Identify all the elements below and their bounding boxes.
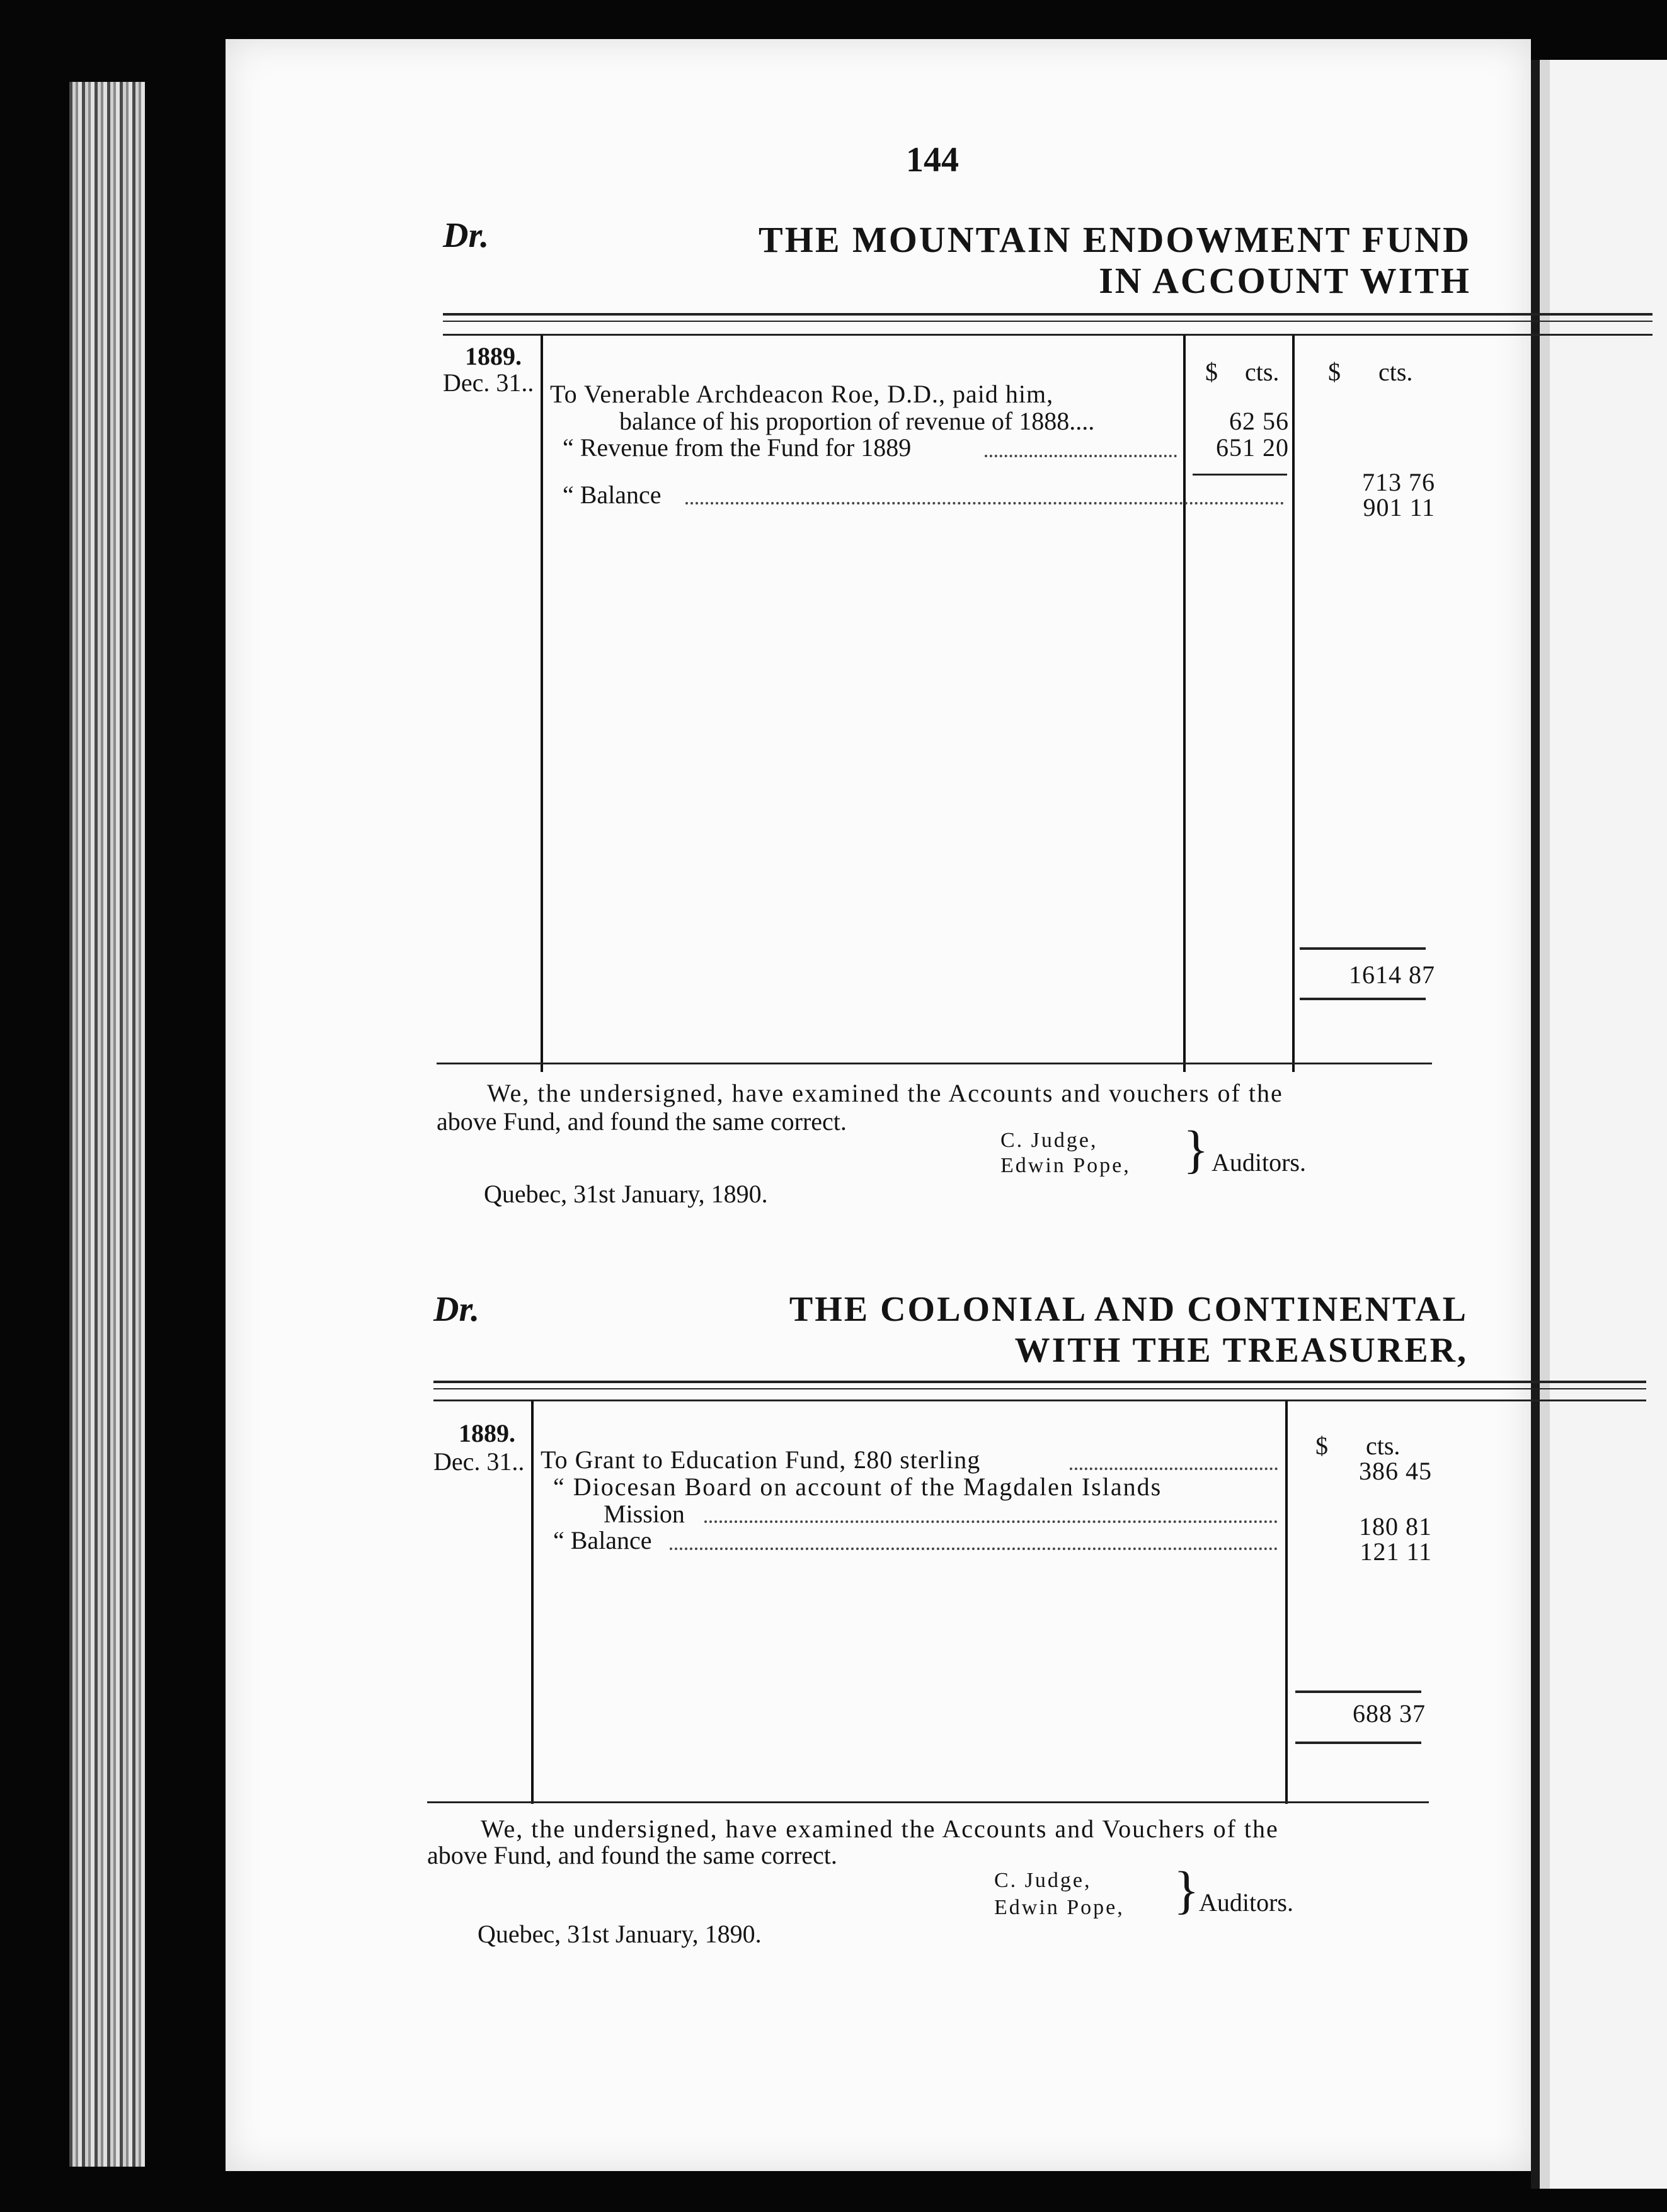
place-date: Quebec, 31st January, 1890. — [484, 1180, 768, 1208]
book-page-edges — [69, 82, 145, 2167]
entry-text: “ Revenue from the Fund for 1889 — [563, 433, 912, 462]
entry-date: Dec. 31.. — [443, 368, 534, 397]
column-rule — [531, 1401, 534, 1804]
entry-text: “ Balance — [553, 1526, 652, 1554]
entry-year: 1889. — [465, 342, 522, 370]
section-title-line1: THE COLONIAL AND CONTINENTAL — [789, 1290, 1468, 1329]
page-number: 144 — [906, 140, 959, 180]
subtotal-rule — [1193, 474, 1287, 476]
leader-dots — [985, 455, 1177, 457]
header-rule — [433, 1388, 1646, 1389]
total-rule — [1300, 998, 1426, 1000]
total-rule — [1295, 1690, 1421, 1693]
auditor-name: Edwin Pope, — [994, 1896, 1125, 1919]
column-dollar: $ — [1205, 358, 1218, 386]
entry-date: Dec. 31.. — [433, 1447, 525, 1476]
column-rule — [1292, 335, 1295, 1072]
entry-amount: 180 81 — [1359, 1512, 1432, 1541]
auditors-label: Auditors. — [1199, 1888, 1293, 1917]
auditor-name: Edwin Pope, — [1000, 1154, 1131, 1177]
subtotal-amount: 713 76 — [1362, 468, 1435, 496]
column-dollar: $ — [1315, 1432, 1328, 1460]
dr-label: Dr. — [443, 216, 490, 255]
balance-amount: 901 11 — [1363, 493, 1435, 522]
total-rule — [1295, 1742, 1421, 1744]
leader-dots — [670, 1548, 1278, 1550]
entry-amount: 121 11 — [1360, 1537, 1432, 1566]
section-title-line1: THE MOUNTAIN ENDOWMENT FUND — [759, 219, 1471, 260]
entry-text: To Grant to Education Fund, £80 sterling — [541, 1445, 981, 1474]
balance-label: “ Balance — [563, 481, 662, 509]
brace-glyph: } — [1183, 1120, 1209, 1179]
entry-amount: 62 56 — [1229, 407, 1289, 435]
entry-amount: 386 45 — [1359, 1457, 1432, 1485]
brace-glyph: } — [1174, 1861, 1200, 1920]
total-amount: 1614 87 — [1349, 961, 1435, 989]
column-rule — [1285, 1401, 1288, 1804]
certification-text: above Fund, and found the same correct. — [437, 1107, 847, 1136]
section-title-line2: WITH THE TREASURER, — [1014, 1331, 1468, 1370]
column-cents: cts. — [1378, 358, 1413, 386]
auditors-label: Auditors. — [1212, 1148, 1306, 1177]
header-rule — [433, 1381, 1646, 1383]
certification-text: We, the undersigned, have examined the Accounts and vouchers of the — [487, 1079, 1283, 1107]
dr-label: Dr. — [433, 1290, 480, 1329]
entry-text: To Venerable Archdeacon Roe, D.D., paid him, — [550, 380, 1054, 408]
header-rule — [443, 313, 1653, 316]
entry-amount: 651 20 — [1216, 433, 1289, 462]
total-rule — [1300, 947, 1426, 950]
leader-dots — [1070, 1468, 1278, 1470]
leader-dots — [685, 502, 1284, 505]
section-title-line2: IN ACCOUNT WITH — [1099, 260, 1471, 301]
certification-text: We, the undersigned, have examined the Accounts and Vouchers of the — [481, 1815, 1279, 1843]
column-cents: cts. — [1245, 358, 1280, 386]
column-rule — [541, 335, 543, 1072]
auditor-name: C. Judge, — [1000, 1129, 1098, 1152]
header-rule — [433, 1400, 1646, 1401]
book-page — [226, 39, 1531, 2171]
column-rule — [1183, 335, 1186, 1072]
section-rule — [437, 1063, 1432, 1064]
auditor-name: C. Judge, — [994, 1869, 1092, 1892]
column-dollar: $ — [1328, 358, 1341, 386]
facing-page-edge — [1531, 60, 1667, 2189]
section-rule — [427, 1801, 1429, 1803]
header-rule — [443, 334, 1653, 336]
column-cents: cts. — [1366, 1432, 1401, 1460]
total-amount: 688 37 — [1353, 1699, 1426, 1728]
entry-text: Mission — [604, 1500, 685, 1528]
certification-text: above Fund, and found the same correct. — [427, 1841, 837, 1869]
entry-text: “ Diocesan Board on account of the Magdalen Islands — [553, 1473, 1162, 1501]
header-rule — [443, 321, 1653, 322]
entry-text: balance of his proportion of revenue of 1888.... — [619, 407, 1095, 435]
place-date: Quebec, 31st January, 1890. — [478, 1920, 762, 1948]
entry-year: 1889. — [459, 1419, 515, 1447]
leader-dots — [704, 1520, 1278, 1523]
